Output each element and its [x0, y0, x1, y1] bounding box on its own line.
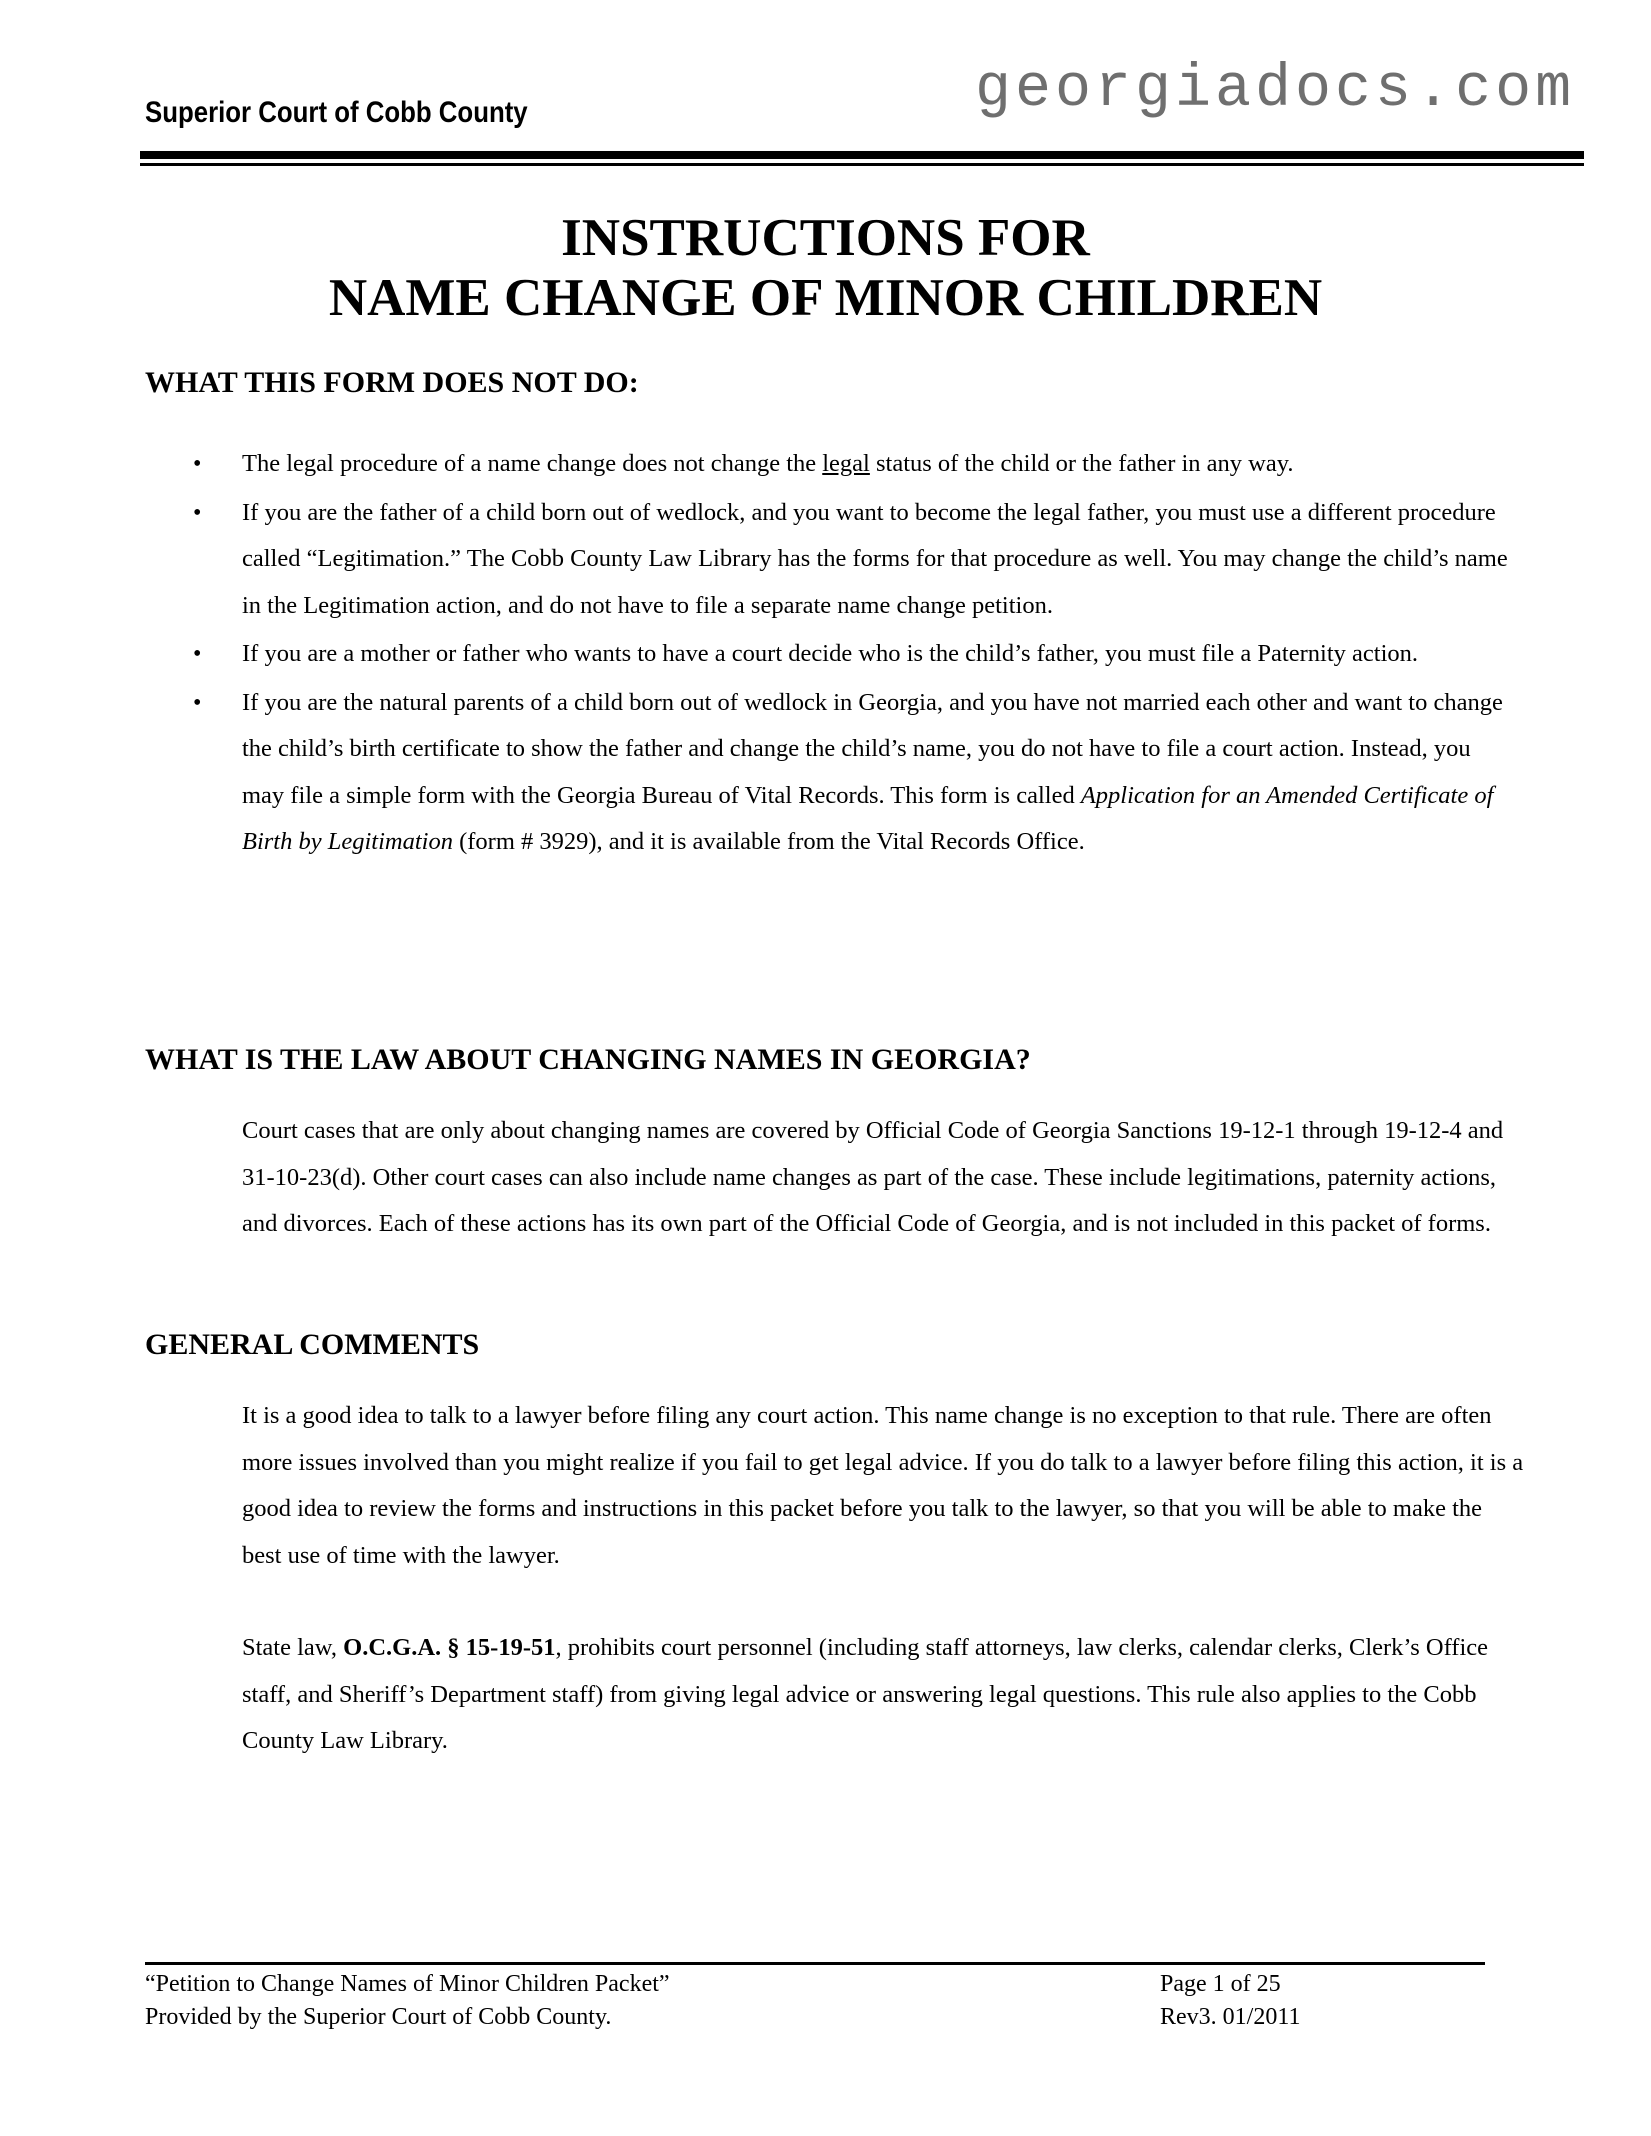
section-heading-law: WHAT IS THE LAW ABOUT CHANGING NAMES IN GEORGIA? [145, 1043, 1031, 1076]
general-paragraph-2 [242, 1625, 1527, 1765]
footer-provided-by: Provided by the Superior Court of Cobb County. [145, 2004, 612, 2030]
section-heading-does-not-do: WHAT THIS FORM DOES NOT DO: [145, 366, 639, 399]
list-item [145, 490, 1515, 630]
bullet-4-before: If you are the natural parents of a child born out of wedlock in Georgia, and you have not married each other and want to change the child’s birth certificate to show the father and change the child’s name, you do not have to file a court action. Instead, you may file a simple form with the Georgia Bureau of Vital Records. This form is called [242, 688, 1503, 809]
footer-rule [145, 1962, 1485, 1965]
bullet-4-form-name: Application for an Amended Certificate of Birth by Legitimation [242, 781, 1494, 855]
footer-packet-name: “Petition to Change Names of Minor Children Packet” [145, 1971, 670, 1997]
list-item [145, 441, 1515, 488]
title-line-2: NAME CHANGE OF MINOR CHILDREN [328, 269, 1323, 327]
footer-right [1160, 1968, 1300, 2034]
paragraph-2-before: State law, [242, 1634, 344, 1661]
section-heading-general: GENERAL COMMENTS [145, 1328, 480, 1361]
bullet-4-after: (form # 3929), and it is available from the Vital Records Office. [452, 828, 1085, 855]
paragraph-2-after: , prohibits court personnel (including staff attorneys, law clerks, calendar clerks, Clerk’s Office staff, and Sheriff’s Department staff) from giving legal advice or answering legal questions. This rule also applies to the Cobb County Law Library. [242, 1634, 1489, 1754]
law-paragraph: Court cases that are only about changing names are covered by Official Code of Georgia Sanctions 19-12-1 through 19-12-4 and 31-10-23(d). Other court cases can also include name changes as part of the case. These include legitimations, paternity actions, and divorces. Each of these actions has its own part of the Official Code of Georgia, and is not included in this packet of forms. [242, 1117, 1504, 1237]
general-paragraph-1: It is a good idea to talk to a lawyer before filing any court action. This name change is no exception to that rule. There are often more issues involved than you might realize if you fail to get legal advice. If you do talk to a lawyer before filing this action, it is a good idea to review the forms and instructions in this packet before you talk to the lawyer, so that you will be able to make the best use of time with the lawyer. [242, 1402, 1524, 1569]
page-title [0, 208, 1651, 328]
bullet-icon: • [193, 499, 202, 526]
does-not-do-list [145, 441, 1515, 868]
footer-revision: Rev3. 01/2011 [1160, 2004, 1301, 2030]
footer-left [145, 1968, 670, 2034]
court-header: Superior Court of Cobb County [145, 96, 528, 129]
bullet-2-text: If you are the father of a child born out of wedlock, and you want to become the legal father, you must use a different procedure called “Legitimation.” The Cobb County Law Library has the forms for that procedure as well. You may change the child’s name in the Legitimation action, and do not have to file a separate name change petition. [242, 498, 1508, 619]
statute-citation: O.C.G.A. § 15-19-51 [343, 1634, 556, 1661]
bullet-icon: • [193, 641, 202, 667]
bullet-icon: • [193, 451, 202, 477]
watermark: georgiadocs.com [975, 56, 1576, 124]
list-item [145, 680, 1515, 866]
list-item [145, 631, 1515, 678]
header-rule-thick [140, 151, 1584, 159]
title-line-1: INSTRUCTIONS FOR [561, 209, 1090, 267]
header-rule-thin [140, 163, 1584, 166]
footer-page-number: Page 1 of 25 [1160, 1971, 1281, 1997]
bullet-1-before: The legal procedure of a name change does not change the [242, 450, 823, 477]
bullet-3-text: If you are a mother or father who wants to have a court decide who is the child’s father, you must file a Paternity action. [242, 640, 1418, 667]
bullet-1-underlined: legal [822, 450, 870, 477]
bullet-1-after: status of the child or the father in any way. [869, 450, 1294, 477]
bullet-icon: • [193, 689, 202, 716]
